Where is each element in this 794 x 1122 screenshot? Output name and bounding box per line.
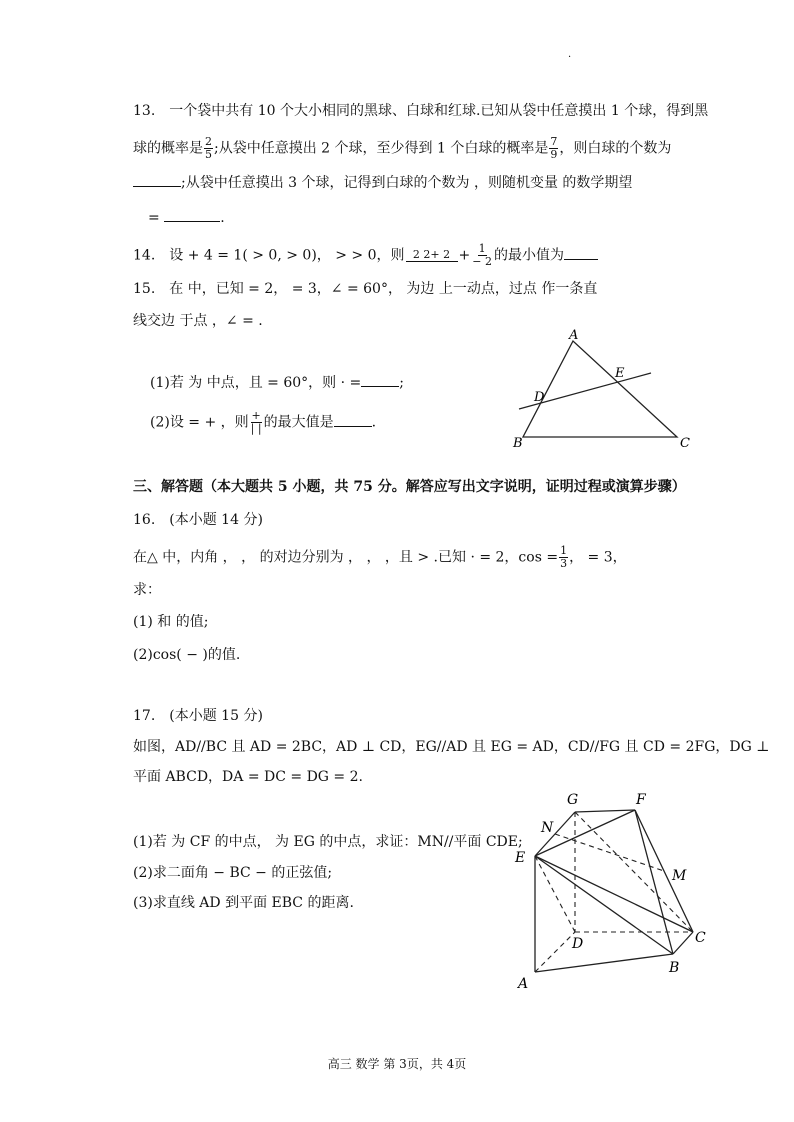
solid-edges bbox=[535, 810, 693, 972]
label-b: B bbox=[669, 960, 680, 976]
edge-ec bbox=[535, 856, 693, 932]
q16-fraction bbox=[559, 545, 568, 570]
q13-line3 bbox=[133, 172, 632, 193]
q17-part3: (3)求直线 AD 到平面 EBC 的距离. bbox=[133, 895, 354, 911]
fraction-denominator: | | bbox=[250, 422, 262, 435]
fraction-numerator: 1 bbox=[478, 242, 486, 255]
q16-line1-text-b: ， = 3， bbox=[569, 549, 627, 566]
q17-solid-figure bbox=[505, 790, 725, 995]
q13-line2-text-b: ;从袋中任意摸出 2 个球，至少得到 1 个白球的概率是 bbox=[214, 140, 549, 157]
edge-ad bbox=[535, 932, 575, 972]
label-e: E bbox=[515, 850, 526, 866]
label-m: M bbox=[672, 868, 687, 884]
q15-triangle-figure bbox=[505, 325, 705, 455]
q15-part2-end: . bbox=[371, 414, 377, 431]
label-a: A bbox=[569, 328, 579, 343]
q15-part2-fraction bbox=[250, 410, 263, 435]
fraction-denominator: 5 bbox=[205, 148, 212, 161]
q13-fraction-white bbox=[549, 136, 558, 161]
answer-blank[interactable] bbox=[334, 412, 372, 427]
q13-line2 bbox=[133, 136, 671, 161]
edge-eb bbox=[535, 856, 673, 954]
q15-part2-text-b: 的最大值是 bbox=[263, 414, 334, 431]
q14-line bbox=[133, 243, 598, 268]
q16-part1: (1) 和 的值; bbox=[133, 614, 209, 630]
fraction-numerator: 2 bbox=[205, 135, 212, 148]
q15-part2 bbox=[150, 410, 376, 435]
q13-line1: 13. 一个袋中共有 10 个大小相同的黑球、白球和红球.已知从袋中任意摸出 1 个球，得到黑 bbox=[133, 103, 709, 119]
q15-line2: 线交边 于点 ，∠ = . bbox=[133, 313, 263, 329]
fraction-denominator: 9 bbox=[550, 148, 558, 161]
label-n: N bbox=[541, 820, 554, 836]
q16-line1 bbox=[133, 545, 627, 570]
fraction-numerator: 1 bbox=[560, 544, 568, 557]
q16-line1-text-a: 在△ 中，内角 ， ， 的对边分别为 ， ， ，且 > .已知 · = 2，cos = bbox=[133, 549, 559, 566]
q17-part1: (1)若 为 CF 的中点， 为 EG 的中点，求证：MN//平面 CDE; bbox=[133, 834, 523, 850]
q15-part2-text-a: (2)设 = + ，则 bbox=[150, 414, 249, 431]
q14-fraction-2 bbox=[471, 243, 493, 268]
q13-line2-text-a: 球的概率是 bbox=[133, 140, 203, 157]
label-c: C bbox=[680, 436, 690, 451]
q17-line2: 平面 ABCD，DA = DC = DG = 2. bbox=[133, 769, 363, 785]
label-d: D bbox=[572, 936, 584, 952]
q13-line4 bbox=[148, 207, 225, 228]
q17-line1: 如图，AD//BC 且 AD = 2BC，AD ⊥ CD，EG//AD 且 EG = AD，CD//FG 且 CD = 2FG，DG ⊥ bbox=[133, 739, 770, 755]
answer-blank[interactable] bbox=[361, 372, 399, 387]
q16-part2: (2)cos( − )的值. bbox=[133, 647, 241, 663]
label-f: F bbox=[636, 792, 646, 808]
fraction-denominator: 3 bbox=[560, 557, 568, 570]
label-a: A bbox=[518, 976, 529, 992]
fraction-numerator: 7 bbox=[550, 135, 558, 148]
q15-part1-text: (1)若 为 中点，且 = 60°，则 · = bbox=[150, 375, 362, 391]
answer-blank[interactable] bbox=[133, 172, 181, 187]
triangle-abc bbox=[523, 341, 677, 437]
q13-line4-eq: = bbox=[148, 210, 160, 226]
q13-line4-end: . bbox=[220, 210, 225, 226]
q17-head: 17. (本小题 15 分) bbox=[133, 708, 263, 724]
fraction-numerator: + bbox=[251, 409, 261, 422]
answer-blank[interactable] bbox=[164, 207, 220, 222]
label-b: B bbox=[513, 436, 523, 451]
section-3-heading: 三、解答题（本大题共 5 小题，共 75 分。解答应写出文字说明，证明过程或演算步骤） bbox=[133, 479, 686, 495]
hidden-edges bbox=[535, 812, 693, 972]
label-c: C bbox=[695, 930, 706, 946]
page-footer: 高三 数学 第 3页，共 4页 bbox=[327, 1057, 467, 1071]
edge-ed bbox=[535, 856, 575, 932]
q13-line2-text-c: ，则白球的个数为 bbox=[559, 140, 672, 157]
q15-line1: 15. 在 中，已知 = 2， = 3，∠ = 60°， 为边 上一动点，过点 作一条直 bbox=[133, 281, 598, 297]
edge-bc bbox=[673, 932, 693, 954]
q15-part1 bbox=[150, 372, 404, 393]
q14-plus: + bbox=[458, 247, 471, 264]
edge-ab bbox=[535, 954, 673, 972]
q16-head: 16. (本小题 14 分) bbox=[133, 512, 263, 528]
q14-text-b: 的最小值为 bbox=[493, 247, 564, 264]
fraction-numerator: 2 2+ 2 bbox=[406, 249, 458, 262]
q13-line3-text: ;从袋中任意摸出 3 个球，记得到白球的个数为 ，则随机变量 的数学期望 bbox=[181, 175, 633, 191]
label-e: E bbox=[615, 366, 625, 381]
q16-line2: 求： bbox=[133, 582, 161, 598]
label-g: G bbox=[567, 792, 579, 808]
q17-part2: (2)求二面角 − BC − 的正弦值; bbox=[133, 865, 333, 881]
corner-mark: · bbox=[568, 52, 572, 63]
q13-fraction-black bbox=[204, 136, 213, 161]
q15-part1-end: ; bbox=[399, 375, 404, 391]
edge-gf bbox=[575, 810, 635, 812]
fraction-denominator: − 2 bbox=[472, 255, 492, 268]
q14-fraction-1 bbox=[406, 249, 458, 262]
answer-blank[interactable] bbox=[564, 245, 598, 260]
q14-text-a: 14. 设 + 4 = 1( > 0, > 0)， > > 0，则 bbox=[133, 247, 405, 264]
label-d: D bbox=[534, 390, 545, 405]
